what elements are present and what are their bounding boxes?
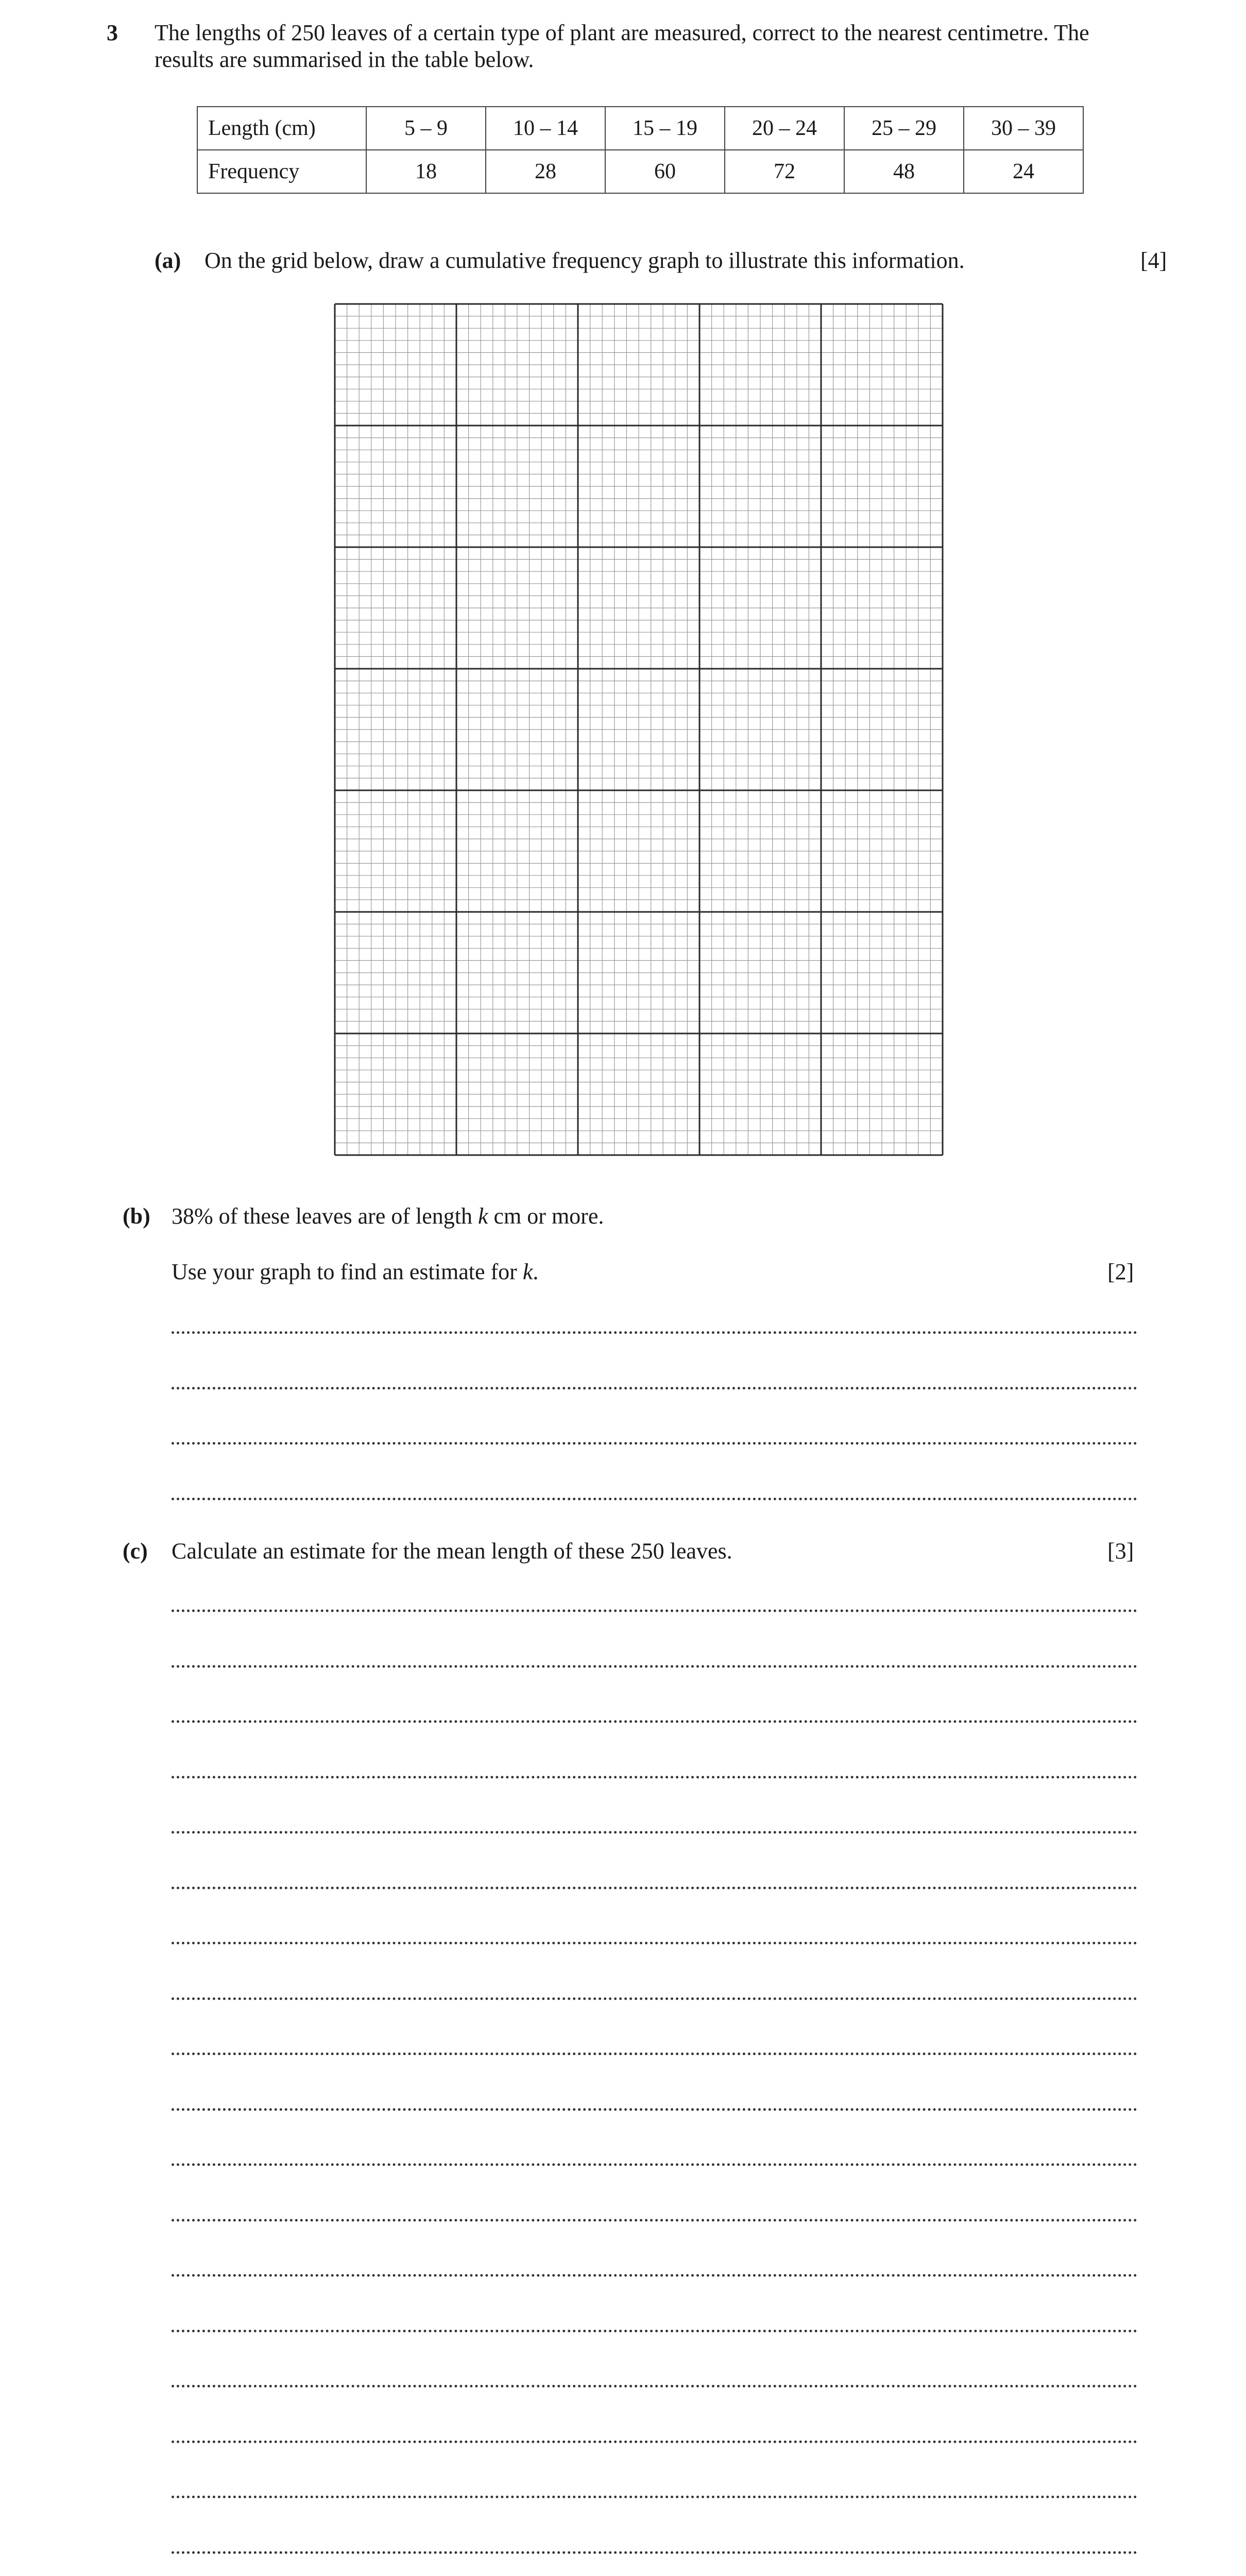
table-cell: 15 – 19: [605, 107, 725, 150]
table-cell: 60: [605, 150, 725, 193]
answer-line[interactable]: [172, 2163, 1137, 2166]
answer-line[interactable]: [172, 1887, 1137, 1889]
answer-line[interactable]: [172, 2330, 1137, 2332]
answer-line[interactable]: [172, 1776, 1137, 1778]
answer-line[interactable]: [172, 1997, 1137, 2000]
answer-line[interactable]: [172, 2219, 1137, 2222]
table-cell: 25 – 29: [844, 107, 964, 150]
part-b-text-before: 38% of these leaves are of length: [172, 1204, 478, 1229]
part-b-marks: [2]: [1107, 1259, 1134, 1284]
answer-line[interactable]: [172, 1609, 1137, 1612]
table-cell: 10 – 14: [486, 107, 605, 150]
answer-line[interactable]: [172, 1720, 1137, 1723]
table-cell: 30 – 39: [964, 107, 1083, 150]
part-b-label: (b): [123, 1204, 150, 1229]
answer-line[interactable]: [172, 1831, 1137, 1834]
answer-line[interactable]: [172, 1331, 1137, 1334]
part-b-text: [172, 1203, 604, 1230]
table-header-frequency: Frequency: [197, 150, 366, 193]
answer-line[interactable]: [172, 1442, 1137, 1445]
part-b-instruction-after: .: [533, 1259, 539, 1284]
table-cell: 5 – 9: [366, 107, 486, 150]
answer-line[interactable]: [172, 2496, 1137, 2498]
part-b-instruction-k: k: [522, 1259, 533, 1284]
part-b-text-after: cm or more.: [488, 1204, 604, 1229]
answer-line[interactable]: [172, 1665, 1137, 1668]
part-a-marks: [4]: [1140, 248, 1167, 273]
part-c-marks: [3]: [1107, 1538, 1134, 1564]
answer-line[interactable]: [172, 1387, 1137, 1389]
table-cell: 20 – 24: [725, 107, 844, 150]
part-c-label: (c): [123, 1538, 148, 1564]
part-b-instruction: [172, 1259, 538, 1286]
part-a-label: (a): [155, 248, 181, 273]
part-a-text: On the grid below, draw a cumulative frequency graph to illustrate this information.: [204, 248, 965, 273]
question-number: 3: [107, 20, 118, 45]
graph-paper-grid[interactable]: [334, 303, 944, 1156]
answer-line[interactable]: [172, 2108, 1137, 2111]
answer-line[interactable]: [172, 2551, 1137, 2554]
table-row-frequency: [197, 150, 1083, 193]
answer-line[interactable]: [172, 2053, 1137, 2055]
part-b-instruction-before: Use your graph to find an estimate for: [172, 1259, 523, 1284]
answer-line[interactable]: [172, 2441, 1137, 2443]
table-cell: 24: [964, 150, 1083, 193]
question-intro-line1: The lengths of 250 leaves of a certain type of plant are measured, correct to the nearest centimetre. The: [155, 20, 1089, 45]
part-b-k: k: [478, 1204, 488, 1229]
answer-line[interactable]: [172, 1942, 1137, 1944]
table-cell: 72: [725, 150, 844, 193]
answer-line[interactable]: [172, 1498, 1137, 1500]
table-cell: 18: [366, 150, 486, 193]
table-header-length: Length (cm): [197, 107, 366, 150]
table-cell: 48: [844, 150, 964, 193]
answer-line[interactable]: [172, 2385, 1137, 2387]
question-intro-line2: results are summarised in the table below.: [155, 47, 534, 72]
table-row-length: [197, 107, 1083, 150]
table-cell: 28: [486, 150, 605, 193]
answer-line[interactable]: [172, 2274, 1137, 2277]
frequency-table: [197, 106, 1084, 194]
part-c-text: Calculate an estimate for the mean length of these 250 leaves.: [172, 1538, 732, 1564]
